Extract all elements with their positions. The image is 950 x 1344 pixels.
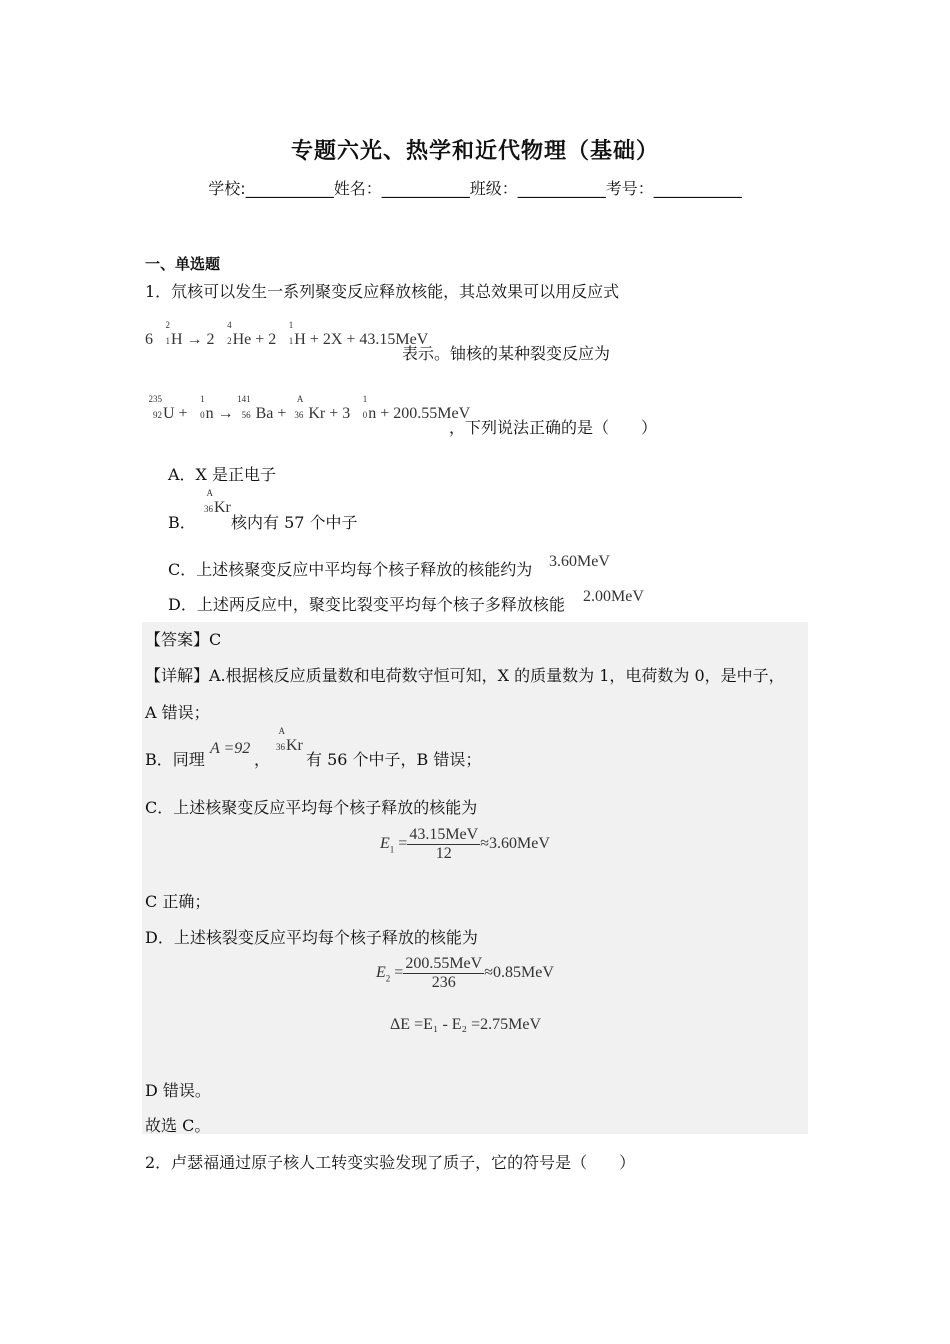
student-info-line: 学校:___________姓名：___________班级：___________考号：___________ — [208, 179, 742, 198]
detail-b-prefix: B．同理 — [145, 750, 205, 769]
detail-line-1: 【详解】A.根据核反应质量数和电荷数守恒可知，X 的质量数为 1，电荷数为 0，是中子， — [145, 666, 785, 685]
q2-stem: 2．卢瑟福通过原子核人工转变实验发现了质子，它的符号是（ ） — [145, 1153, 636, 1172]
detail-d: D．上述核裂变反应平均每个核子释放的核能为 — [145, 928, 478, 947]
detail-b-suffix: 有 56 个中子，B 错误； — [306, 750, 482, 769]
detail-c-end: C 正确； — [145, 892, 211, 911]
detail-b-comma: ， — [254, 750, 271, 769]
detail-final: 故选 C。 — [145, 1116, 211, 1135]
option-b: B． — [168, 513, 196, 532]
option-a: A．X 是正电子 — [168, 465, 277, 484]
option-d-value: 2.00MeV — [583, 588, 644, 605]
q1-stem-line1: 1．氘核可以发生一系列聚变反应释放核能，其总效果可以用反应式 — [145, 282, 620, 301]
option-d: D．上述两反应中，聚变比裂变平均每个核子多释放核能 — [168, 595, 565, 614]
detail-line-2: A 错误； — [145, 703, 210, 722]
equation-e2: $E_2$ = $\frac{\text{200.55MeV}}{236}$ ≈0.85MeV — [376, 955, 554, 991]
q1-stem-line3: ，下列说法正确的是（ ） — [449, 418, 658, 437]
detail-d-end: D 错误。 — [145, 1081, 211, 1100]
equation-delta-e: ΔE =E₁ - E₂ =2.75MeV — [390, 1016, 542, 1033]
equation-e1: $E_1$ = $\frac{\text{43.15MeV}}{12}$ ≈3.60MeV — [380, 826, 550, 862]
answer-label: 【答案】C — [145, 630, 222, 649]
fission-equation: 235 92 U + 1 0 n → 141 56 Ba + A 36 Kr + 3 1 0 n + 200.55MeV — [148, 394, 471, 422]
answer-panel — [142, 622, 808, 1134]
option-c-value: 3.60MeV — [549, 553, 610, 570]
detail-b-equation: A =92 — [210, 740, 251, 757]
detail-c: C．上述核聚变反应平均每个核子释放的核能为 — [145, 798, 478, 817]
q1-stem-line2: 表示。铀核的某种裂变反应为 — [402, 344, 611, 363]
page-title: 专题六光、热学和近代物理（基础） — [290, 138, 659, 164]
option-b-text: 核内有 57 个中子 — [231, 513, 358, 532]
fusion-equation: 6 2 1 H → 2 4 2 He + 2 1 1 H + 2X + 43.15MeV — [145, 320, 429, 348]
option-b-kr-symbol: A 36 Kr — [204, 488, 231, 516]
section-heading: 一、单选题 — [145, 255, 221, 273]
detail-b-kr-symbol: A 36 Kr — [276, 726, 303, 754]
option-c: C．上述核聚变反应中平均每个核子释放的核能约为 — [168, 560, 533, 579]
